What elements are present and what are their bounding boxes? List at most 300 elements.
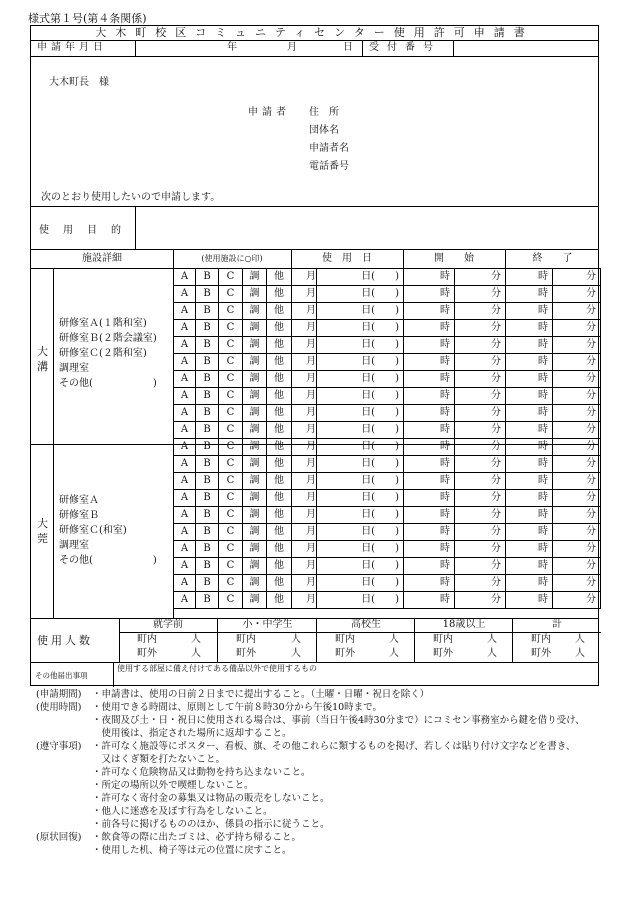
start-minute[interactable]: 分 <box>455 558 506 575</box>
end-hour[interactable]: 時 <box>506 320 553 337</box>
facility-option-other[interactable]: 他 <box>267 507 292 524</box>
end-minute[interactable]: 分 <box>553 558 601 575</box>
facility-option-cook[interactable]: 調 <box>243 354 267 371</box>
facility-option-c[interactable]: C <box>219 541 243 558</box>
other-items-text: 使用する部屋に備え付けてある備品以外で使用するもの <box>117 664 317 673</box>
start-hour[interactable]: 時 <box>404 286 455 303</box>
facility-option-other[interactable]: 他 <box>267 303 292 320</box>
unit-label: 人 <box>291 648 301 659</box>
facility-option-a[interactable]: A <box>174 439 196 456</box>
start-hour[interactable]: 時 <box>404 524 455 541</box>
use-date-month[interactable]: 月 <box>292 524 317 541</box>
divider <box>53 268 54 618</box>
use-date-day[interactable]: 日( ) <box>317 439 404 456</box>
applicant-phone-label: 電話番号 <box>309 161 349 172</box>
booking-row <box>174 592 601 609</box>
facility-option-c[interactable]: C <box>219 473 243 490</box>
facility-option-a[interactable]: A <box>174 371 196 388</box>
facility-option-cook[interactable]: 調 <box>243 524 267 541</box>
booking-row <box>174 405 601 422</box>
applicant-name-label: 申請者名 <box>309 143 349 154</box>
facility-option-cook[interactable]: 調 <box>243 541 267 558</box>
use-date-month[interactable]: 月 <box>292 286 317 303</box>
use-date-month[interactable]: 月 <box>292 303 317 320</box>
facility-option-c[interactable]: C <box>219 320 243 337</box>
start-minute[interactable]: 分 <box>455 405 506 422</box>
end-minute[interactable]: 分 <box>553 490 601 507</box>
facility-option-b[interactable]: B <box>196 524 219 541</box>
facility-option-cook[interactable]: 調 <box>243 371 267 388</box>
use-date-month[interactable]: 月 <box>292 320 317 337</box>
facility-option-a[interactable]: A <box>174 456 196 473</box>
facility-option-other[interactable]: 他 <box>267 388 292 405</box>
room-list-omizo <box>59 316 157 391</box>
use-date-day[interactable]: 日( ) <box>317 337 404 354</box>
start-hour[interactable]: 時 <box>404 388 455 405</box>
facility-option-b[interactable]: B <box>196 439 219 456</box>
facility-option-c[interactable]: C <box>219 337 243 354</box>
end-hour[interactable]: 時 <box>506 388 553 405</box>
facility-option-c[interactable]: C <box>219 405 243 422</box>
use-date-month[interactable]: 月 <box>292 439 317 456</box>
room-item: 研修室Ａ <box>59 495 99 506</box>
end-hour[interactable]: 時 <box>506 439 553 456</box>
facility-option-c[interactable]: C <box>219 371 243 388</box>
end-hour[interactable]: 時 <box>506 473 553 490</box>
use-date-month[interactable]: 月 <box>292 354 317 371</box>
application-form <box>30 25 599 686</box>
facility-option-a[interactable]: A <box>174 490 196 507</box>
start-hour[interactable]: 時 <box>404 320 455 337</box>
use-date-day[interactable]: 日( ) <box>317 354 404 371</box>
end-minute[interactable]: 分 <box>553 473 601 490</box>
unit-label: 人 <box>487 634 497 645</box>
note-label: (申請期間) <box>36 689 82 700</box>
note-row <box>36 831 616 844</box>
facility-option-b[interactable]: B <box>196 507 219 524</box>
date-label: 申請年月日 <box>37 42 107 53</box>
facility-option-other[interactable]: 他 <box>267 439 292 456</box>
start-minute[interactable]: 分 <box>455 507 506 524</box>
end-hour[interactable]: 時 <box>506 541 553 558</box>
end-hour[interactable]: 時 <box>506 524 553 541</box>
facility-option-a[interactable]: A <box>174 388 196 405</box>
note-row <box>36 844 616 857</box>
note-text: ・許可なく危険物品又は動物を持ち込まないこと。 <box>92 767 311 778</box>
users-block <box>119 618 600 662</box>
start-hour[interactable]: 時 <box>404 354 455 371</box>
end-minute[interactable]: 分 <box>553 303 601 320</box>
facility-option-cook[interactable]: 調 <box>243 507 267 524</box>
in-town-count[interactable] <box>119 633 217 647</box>
facility-option-b[interactable]: B <box>196 303 219 320</box>
note-label <box>36 818 92 831</box>
facility-option-a[interactable]: A <box>174 286 196 303</box>
facility-option-b[interactable]: B <box>196 592 219 609</box>
end-hour[interactable]: 時 <box>506 507 553 524</box>
end-minute[interactable]: 分 <box>553 507 601 524</box>
start-minute[interactable]: 分 <box>455 541 506 558</box>
use-date-day[interactable]: 日( ) <box>317 558 404 575</box>
facility-option-b[interactable]: B <box>196 320 219 337</box>
start-hour[interactable]: 時 <box>404 507 455 524</box>
end-minute[interactable]: 分 <box>553 337 601 354</box>
facility-option-c[interactable]: C <box>219 422 243 439</box>
facility-option-a[interactable]: A <box>174 405 196 422</box>
start-hour[interactable]: 時 <box>404 422 455 439</box>
facility-option-b[interactable]: B <box>196 371 219 388</box>
out-town-count[interactable] <box>513 647 601 661</box>
facility-option-c[interactable]: C <box>219 507 243 524</box>
out-town-count[interactable] <box>119 647 217 661</box>
request-text: 次のとおり使用したいので申請します。 <box>41 192 221 203</box>
facility-option-a[interactable]: A <box>174 541 196 558</box>
facility-option-a[interactable]: A <box>174 269 196 286</box>
facility-option-cook[interactable]: 調 <box>243 320 267 337</box>
end-hour[interactable]: 時 <box>506 405 553 422</box>
start-hour[interactable]: 時 <box>404 337 455 354</box>
divider <box>135 40 136 56</box>
start-hour[interactable]: 時 <box>404 371 455 388</box>
facility-option-a[interactable]: A <box>174 303 196 320</box>
end-hour[interactable]: 時 <box>506 371 553 388</box>
start-minute[interactable]: 分 <box>455 320 506 337</box>
use-date-day[interactable]: 日( ) <box>317 320 404 337</box>
facility-option-a[interactable]: A <box>174 337 196 354</box>
use-date-month[interactable]: 月 <box>292 405 317 422</box>
end-minute[interactable]: 分 <box>553 320 601 337</box>
use-date-day[interactable]: 日( ) <box>317 473 404 490</box>
facility-option-b[interactable]: B <box>196 388 219 405</box>
note-label <box>36 766 92 779</box>
end-minute[interactable]: 分 <box>553 269 601 286</box>
date-month[interactable]: 月 <box>287 42 297 53</box>
applicant-address-label: 住 所 <box>309 107 339 118</box>
use-date-day[interactable]: 日( ) <box>317 524 404 541</box>
end-minute[interactable]: 分 <box>553 575 601 592</box>
end-hour[interactable]: 時 <box>506 337 553 354</box>
facility-option-c[interactable]: C <box>219 439 243 456</box>
start-hour[interactable]: 時 <box>404 575 455 592</box>
facility-option-cook[interactable]: 調 <box>243 558 267 575</box>
facility-option-c[interactable]: C <box>219 524 243 541</box>
use-date-day[interactable]: 日( ) <box>317 422 404 439</box>
note-text: 又はくぎ類を打たないこと。 <box>92 754 226 765</box>
date-year[interactable]: 年 <box>227 42 237 53</box>
booking-row <box>174 371 601 388</box>
use-date-month[interactable]: 月 <box>292 592 317 609</box>
start-minute[interactable]: 分 <box>455 456 506 473</box>
facility-header: 施設詳細 <box>82 253 122 264</box>
start-hour[interactable]: 時 <box>404 558 455 575</box>
end-minute[interactable]: 分 <box>553 524 601 541</box>
end-minute[interactable]: 分 <box>553 439 601 456</box>
start-minute[interactable]: 分 <box>455 337 506 354</box>
facility-option-cook[interactable]: 調 <box>243 490 267 507</box>
facility-option-c[interactable]: C <box>219 558 243 575</box>
facility-option-a[interactable]: A <box>174 320 196 337</box>
note-label: (原状回復) <box>36 832 82 843</box>
use-date-day[interactable]: 日( ) <box>317 592 404 609</box>
facility-option-other[interactable]: 他 <box>267 320 292 337</box>
facility-option-other[interactable]: 他 <box>267 592 292 609</box>
users-col <box>316 618 415 662</box>
start-hour[interactable]: 時 <box>404 303 455 320</box>
facility-option-c[interactable]: C <box>219 286 243 303</box>
facility-option-c[interactable]: C <box>219 269 243 286</box>
end-hour[interactable]: 時 <box>506 490 553 507</box>
use-date-day[interactable]: 日( ) <box>317 507 404 524</box>
end-minute[interactable]: 分 <box>553 354 601 371</box>
facility-option-other[interactable]: 他 <box>267 524 292 541</box>
users-group-label: 就学前 <box>119 618 217 633</box>
facility-option-b[interactable]: B <box>196 456 219 473</box>
facility-option-other[interactable]: 他 <box>267 541 292 558</box>
unit-label: 人 <box>291 634 301 645</box>
use-date-month[interactable]: 月 <box>292 558 317 575</box>
facility-option-a[interactable]: A <box>174 422 196 439</box>
end-hour[interactable]: 時 <box>506 303 553 320</box>
end-hour[interactable]: 時 <box>506 422 553 439</box>
date-day[interactable]: 日 <box>343 42 353 53</box>
town-label: 町内 <box>531 634 551 645</box>
divider <box>31 40 598 41</box>
facility-option-cook[interactable]: 調 <box>243 337 267 354</box>
users-label: 使用人数 <box>37 634 93 647</box>
facility-option-b[interactable]: B <box>196 354 219 371</box>
booking-row <box>174 575 601 592</box>
end-hour[interactable]: 時 <box>506 558 553 575</box>
use-date-month[interactable]: 月 <box>292 473 317 490</box>
use-date-month[interactable]: 月 <box>292 269 317 286</box>
in-town-count[interactable] <box>317 633 415 647</box>
facility-option-other[interactable]: 他 <box>267 456 292 473</box>
purpose-field[interactable] <box>139 210 594 246</box>
town-label: 町内 <box>236 634 256 645</box>
note-label <box>36 779 92 792</box>
start-hour[interactable]: 時 <box>404 269 455 286</box>
divider <box>31 206 598 207</box>
room-item: 研修室Ｂ(２階会議室) <box>59 333 157 344</box>
facility-option-c[interactable]: C <box>219 303 243 320</box>
section-name-ookan: 大莞 <box>37 517 48 545</box>
use-date-month[interactable]: 月 <box>292 507 317 524</box>
facility-option-b[interactable]: B <box>196 558 219 575</box>
facility-option-cook[interactable]: 調 <box>243 456 267 473</box>
facility-option-a[interactable]: A <box>174 524 196 541</box>
users-group-label: 高校生 <box>317 618 415 633</box>
facility-option-a[interactable]: A <box>174 575 196 592</box>
start-minute[interactable]: 分 <box>455 422 506 439</box>
note-text: ・他人に迷惑を及ぼす行為をしないこと。 <box>92 806 273 817</box>
end-minute[interactable]: 分 <box>553 388 601 405</box>
facility-option-a[interactable]: A <box>174 354 196 371</box>
end-minute[interactable]: 分 <box>553 405 601 422</box>
town-label: 町外 <box>531 648 551 659</box>
facility-option-cook[interactable]: 調 <box>243 422 267 439</box>
use-date-day[interactable]: 日( ) <box>317 405 404 422</box>
facility-option-cook[interactable]: 調 <box>243 439 267 456</box>
facility-option-c[interactable]: C <box>219 354 243 371</box>
facility-option-c[interactable]: C <box>219 592 243 609</box>
facility-option-other[interactable]: 他 <box>267 286 292 303</box>
use-date-month[interactable]: 月 <box>292 541 317 558</box>
end-hour[interactable]: 時 <box>506 456 553 473</box>
booking-row <box>174 473 601 490</box>
facility-option-b[interactable]: B <box>196 286 219 303</box>
facility-option-b[interactable]: B <box>196 405 219 422</box>
facility-option-cook[interactable]: 調 <box>243 592 267 609</box>
divider <box>31 249 598 250</box>
facility-option-b[interactable]: B <box>196 269 219 286</box>
end-minute[interactable]: 分 <box>553 592 601 609</box>
end-minute[interactable]: 分 <box>553 541 601 558</box>
start-minute[interactable]: 分 <box>455 354 506 371</box>
note-label <box>36 805 92 818</box>
start-minute[interactable]: 分 <box>455 286 506 303</box>
circle-note: (使用施設に○印) <box>201 254 263 263</box>
facility-option-cook[interactable]: 調 <box>243 405 267 422</box>
end-hour[interactable]: 時 <box>506 354 553 371</box>
facility-option-c[interactable]: C <box>219 575 243 592</box>
start-minute[interactable]: 分 <box>455 575 506 592</box>
use-date-month[interactable]: 月 <box>292 388 317 405</box>
facility-option-b[interactable]: B <box>196 490 219 507</box>
facility-option-other[interactable]: 他 <box>267 422 292 439</box>
start-minute[interactable]: 分 <box>455 388 506 405</box>
use-date-month[interactable]: 月 <box>292 575 317 592</box>
unit-label: 人 <box>487 648 497 659</box>
use-date-day[interactable]: 日( ) <box>317 371 404 388</box>
facility-option-b[interactable]: B <box>196 575 219 592</box>
use-date-month[interactable]: 月 <box>292 337 317 354</box>
facility-option-other[interactable]: 他 <box>267 575 292 592</box>
room-item: 調理室 <box>59 540 89 551</box>
start-hour[interactable]: 時 <box>404 592 455 609</box>
end-minute[interactable]: 分 <box>553 371 601 388</box>
facility-option-b[interactable]: B <box>196 473 219 490</box>
end-hour[interactable]: 時 <box>506 286 553 303</box>
start-hour[interactable]: 時 <box>404 541 455 558</box>
facility-option-a[interactable]: A <box>174 473 196 490</box>
users-col <box>119 618 217 662</box>
facility-option-cook[interactable]: 調 <box>243 473 267 490</box>
end-minute[interactable]: 分 <box>553 286 601 303</box>
booking-row <box>174 269 601 286</box>
booking-row <box>174 303 601 320</box>
facility-option-other[interactable]: 他 <box>267 558 292 575</box>
facility-option-a[interactable]: A <box>174 507 196 524</box>
facility-option-b[interactable]: B <box>196 541 219 558</box>
use-date-day[interactable]: 日( ) <box>317 456 404 473</box>
town-label: 町内 <box>137 634 157 645</box>
note-row <box>36 701 616 714</box>
start-minute[interactable]: 分 <box>455 524 506 541</box>
use-date-month[interactable]: 月 <box>292 371 317 388</box>
end-hour[interactable]: 時 <box>506 269 553 286</box>
notes <box>36 688 616 857</box>
in-town-count[interactable] <box>218 633 317 647</box>
facility-option-c[interactable]: C <box>219 456 243 473</box>
booking-row <box>174 388 601 405</box>
facility-option-other[interactable]: 他 <box>267 337 292 354</box>
facility-option-cook[interactable]: 調 <box>243 269 267 286</box>
start-minute[interactable]: 分 <box>455 269 506 286</box>
start-hour[interactable]: 時 <box>404 439 455 456</box>
note-row <box>36 766 616 779</box>
out-town-count[interactable] <box>317 647 415 661</box>
facility-option-c[interactable]: C <box>219 490 243 507</box>
facility-option-cook[interactable]: 調 <box>243 286 267 303</box>
start-hour[interactable]: 時 <box>404 490 455 507</box>
use-date-month[interactable]: 月 <box>292 422 317 439</box>
note-text: 使用後は、指定された場所に返却すること。 <box>92 728 292 739</box>
facility-option-c[interactable]: C <box>219 388 243 405</box>
booking-row <box>174 541 601 558</box>
facility-option-a[interactable]: A <box>174 592 196 609</box>
end-minute[interactable]: 分 <box>553 422 601 439</box>
use-date-month[interactable]: 月 <box>292 456 317 473</box>
note-row <box>36 779 616 792</box>
start-minute[interactable]: 分 <box>455 490 506 507</box>
use-date-day[interactable]: 日( ) <box>317 303 404 320</box>
use-date-day[interactable]: 日( ) <box>317 575 404 592</box>
use-date-day[interactable]: 日( ) <box>317 490 404 507</box>
out-town-count[interactable] <box>218 647 317 661</box>
unit-label: 人 <box>389 634 399 645</box>
town-label: 町外 <box>236 648 256 659</box>
booking-row <box>174 337 601 354</box>
start-minute[interactable]: 分 <box>455 303 506 320</box>
facility-option-cook[interactable]: 調 <box>243 575 267 592</box>
facility-option-other[interactable]: 他 <box>267 490 292 507</box>
end-hour[interactable]: 時 <box>506 575 553 592</box>
in-town-count[interactable] <box>513 633 601 647</box>
facility-option-other[interactable]: 他 <box>267 354 292 371</box>
use-date-day[interactable]: 日( ) <box>317 286 404 303</box>
facility-option-other[interactable]: 他 <box>267 405 292 422</box>
start-hour[interactable]: 時 <box>404 473 455 490</box>
facility-option-b[interactable]: B <box>196 337 219 354</box>
facility-option-other[interactable]: 他 <box>267 371 292 388</box>
facility-option-b[interactable]: B <box>196 422 219 439</box>
note-text: ・申請書は、使用の日前２日までに提出すること。（土曜・日曜・祝日を除く） <box>92 689 430 700</box>
facility-option-other[interactable]: 他 <box>267 269 292 286</box>
start-minute[interactable]: 分 <box>455 592 506 609</box>
divider <box>31 56 598 57</box>
section-name-omizo: 大溝 <box>37 345 48 373</box>
town-label: 町外 <box>433 648 453 659</box>
facility-option-cook[interactable]: 調 <box>243 388 267 405</box>
start-hour[interactable]: 時 <box>404 405 455 422</box>
start-minute[interactable]: 分 <box>455 473 506 490</box>
start-minute[interactable]: 分 <box>455 439 506 456</box>
facility-option-other[interactable]: 他 <box>267 473 292 490</box>
in-town-count[interactable] <box>415 633 513 647</box>
end-hour[interactable]: 時 <box>506 592 553 609</box>
out-town-count[interactable] <box>415 647 513 661</box>
start-hour[interactable]: 時 <box>404 456 455 473</box>
use-date-day[interactable]: 日( ) <box>317 269 404 286</box>
note-row <box>36 714 616 727</box>
facility-option-cook[interactable]: 調 <box>243 303 267 320</box>
use-date-month[interactable]: 月 <box>292 490 317 507</box>
use-date-day[interactable]: 日( ) <box>317 541 404 558</box>
end-minute[interactable]: 分 <box>553 456 601 473</box>
use-date-day[interactable]: 日( ) <box>317 388 404 405</box>
start-minute[interactable]: 分 <box>455 371 506 388</box>
facility-option-a[interactable]: A <box>174 558 196 575</box>
